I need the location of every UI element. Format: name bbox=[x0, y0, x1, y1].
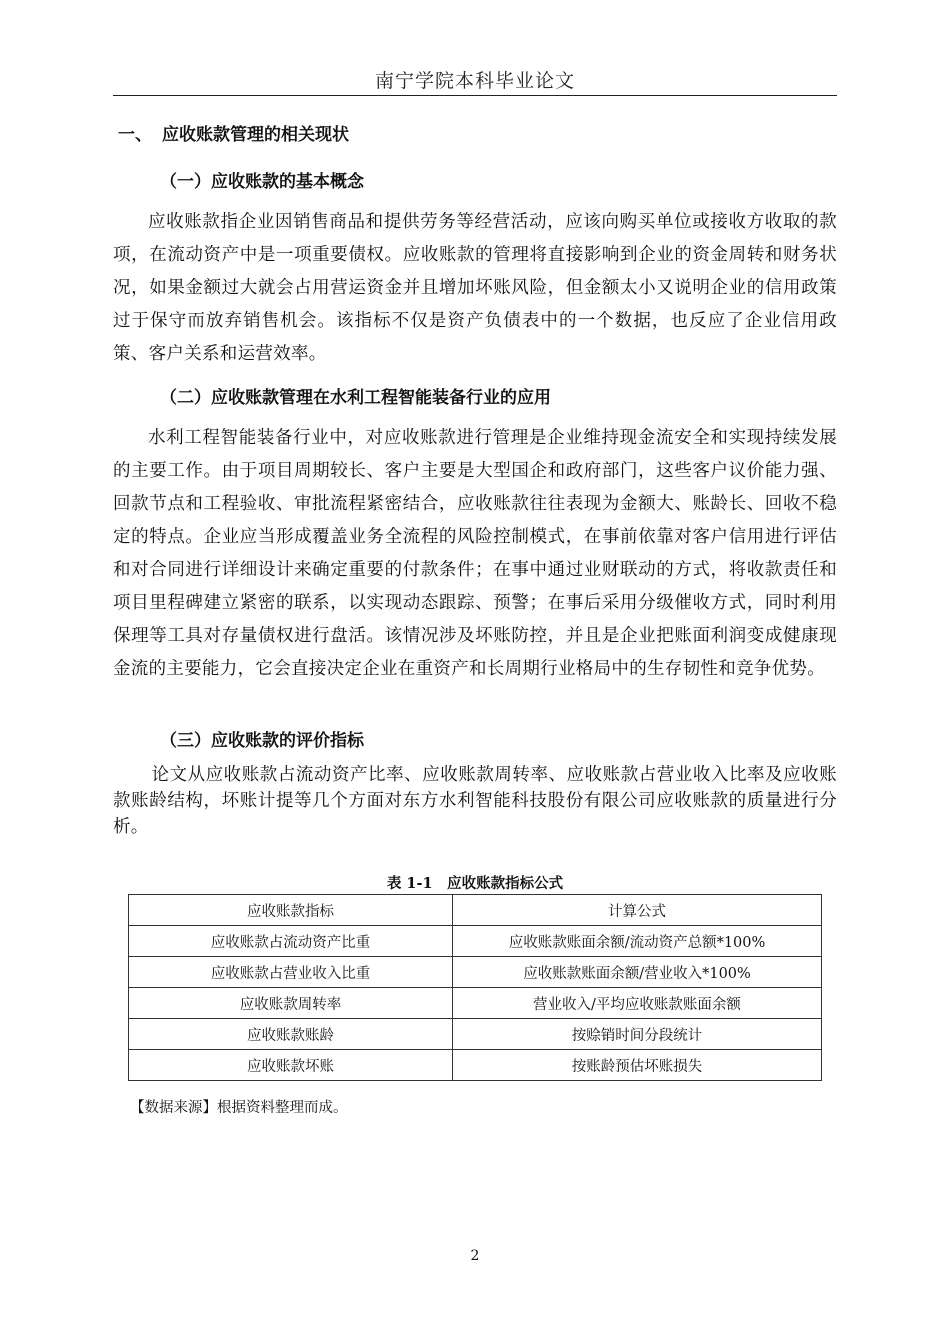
table-caption: 表 1-1 应收账款指标公式 bbox=[386, 875, 564, 892]
table-row bbox=[129, 988, 822, 1019]
page-number: 2 bbox=[470, 1248, 480, 1264]
table-row bbox=[129, 926, 822, 957]
subsection-heading-3: （三）应收账款的评价指标 bbox=[160, 731, 364, 751]
subsection-heading-2: （二）应收账款管理在水利工程智能装备行业的应用 bbox=[160, 388, 551, 408]
table-header-cell: 应收账款指标 bbox=[129, 895, 453, 926]
paragraph-basic-concept: 应收账款指企业因销售商品和提供劳务等经营活动，应该向购买单位或接收方收取的款项，在流动资产中是一项重要债权。应收账款的管理将直接影响到企业的资金周转和财务状况，如果金额过大就会占用营运资金并且增加坏账风险，但金额太小又说明企业的信用政策过于保守而放弃销售机会。该指标不仅是资产负债表中的一个数据，也反应了企业信用政策、客户关系和运营效率。 bbox=[113, 212, 837, 364]
metrics-table bbox=[128, 894, 822, 1081]
table-header-cell: 计算公式 bbox=[453, 895, 822, 926]
table-source-note: 【数据来源】根据资料整理而成。 bbox=[130, 1100, 348, 1116]
header-rule bbox=[113, 95, 837, 96]
paragraph-industry-application: 水利工程智能装备行业中，对应收账款进行管理是企业维持现金流安全和实现持续发展的主要工作。由于项目周期较长、客户主要是大型国企和政府部门，这些客户议价能力强、回款节点和工程验收、审批流程紧密结合，应收账款往往表现为金额大、账龄长、回收不稳定的特点。企业应当形成覆盖业务全流程的风险控制模式，在事前依靠对客户信用进行评估和对合同进行详细设计来确定重要的付款条件；在事中通过业财联动的方式，将收款责任和项目里程碑建立紧密的联系，以实现动态跟踪、预警；在事后采用分级催收方式，同时利用保理等工具对存量债权进行盘活。该情况涉及坏账防控，并且是企业把账面利润变成健康现金流的主要能力，它会直接决定企业在重资产和长周期行业格局中的生存韧性和竞争优势。 bbox=[113, 428, 837, 679]
table-cell-indicator: 应收账款占流动资产比重 bbox=[129, 926, 453, 957]
subsection-heading-1: （一）应收账款的基本概念 bbox=[160, 172, 364, 192]
table-row bbox=[129, 1050, 822, 1081]
paragraph-evaluation-indicators: 论文从应收账款占流动资产比率、应收账款周转率、应收账款占营业收入比率及应收账款账龄结构，坏账计提等几个方面对东方水利智能科技股份有限公司应收账款的质量进行分析。 bbox=[113, 765, 837, 837]
table-cell-formula: 营业收入/平均应收账款账面余额 bbox=[453, 988, 822, 1019]
table-cell-indicator: 应收账款坏账 bbox=[129, 1050, 453, 1081]
table-cell-indicator: 应收账款账龄 bbox=[129, 1019, 453, 1050]
table-cell-formula: 应收账款账面余额/营业收入*100% bbox=[453, 957, 822, 988]
section-heading bbox=[118, 120, 349, 145]
running-header: 南宁学院本科毕业论文 bbox=[374, 70, 575, 92]
section-number: 一、 bbox=[118, 125, 152, 145]
table-header-row bbox=[129, 895, 822, 926]
table-cell-formula: 应收账款账面余额/流动资产总额*100% bbox=[453, 926, 822, 957]
table-row bbox=[129, 957, 822, 988]
table-cell-indicator: 应收账款周转率 bbox=[129, 988, 453, 1019]
table-row bbox=[129, 1019, 822, 1050]
table-cell-indicator: 应收账款占营业收入比重 bbox=[129, 957, 453, 988]
section-title: 应收账款管理的相关现状 bbox=[162, 125, 349, 145]
table-cell-formula: 按账龄预估坏账损失 bbox=[453, 1050, 822, 1081]
table-cell-formula: 按赊销时间分段统计 bbox=[453, 1019, 822, 1050]
